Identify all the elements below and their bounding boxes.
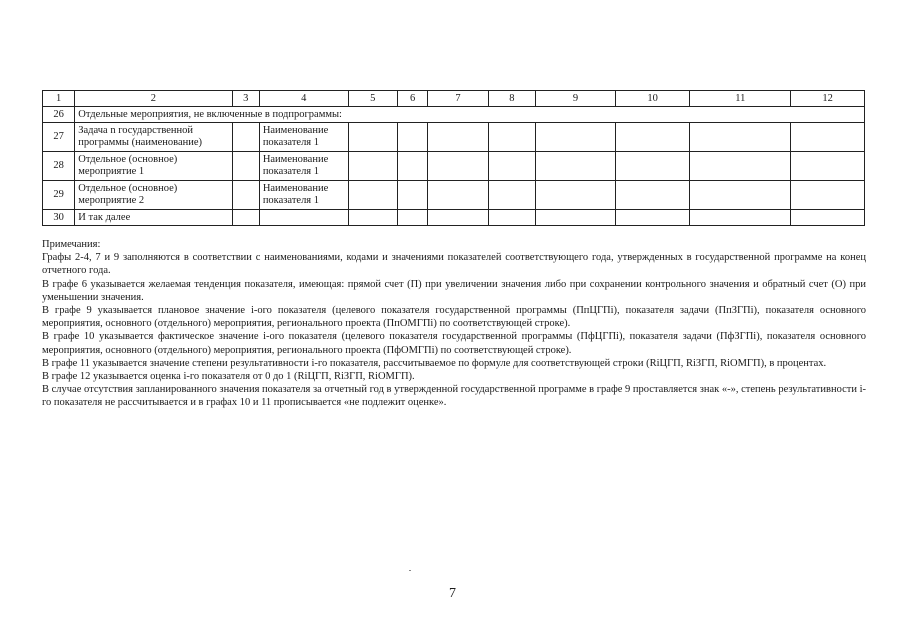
table-cell bbox=[397, 181, 427, 210]
section-title: Отдельные мероприятия, не включенные в подпрограммы: bbox=[75, 107, 865, 123]
table-cell bbox=[536, 210, 616, 226]
program-item-name: Отдельное (основное) мероприятие 2 bbox=[75, 181, 232, 210]
table-cell bbox=[615, 210, 690, 226]
table-cell bbox=[348, 210, 397, 226]
table-cell bbox=[690, 123, 791, 152]
column-header: 12 bbox=[791, 91, 865, 107]
row-number: 28 bbox=[43, 152, 75, 181]
note-paragraph: Графы 2-4, 7 и 9 заполняются в соответствии с наименованиями, кодами и значениями показателей соответствующего года, утвержденных в государственной программе на конец отчетного года. bbox=[42, 252, 866, 277]
indicator-name: Наименование показателя 1 bbox=[259, 181, 348, 210]
table-cell bbox=[428, 123, 489, 152]
table-cell bbox=[232, 152, 259, 181]
column-header: 11 bbox=[690, 91, 791, 107]
table-row bbox=[43, 152, 865, 181]
table-cell bbox=[397, 152, 427, 181]
column-header: 8 bbox=[488, 91, 535, 107]
table-cell bbox=[348, 181, 397, 210]
page-number: 7 bbox=[449, 586, 456, 601]
table-cell bbox=[536, 152, 616, 181]
note-paragraph: В графе 9 указывается плановое значение i-ого показателя (целевого показателя государственной программы (ПпЦГПi), показателя задачи (ПпЗГПi), показателя основного мероприятия, основного (отдельного) мероприятия, регионального проекта (ПпОМГПi) по соответствующей строке). bbox=[42, 305, 866, 330]
column-header: 9 bbox=[536, 91, 616, 107]
table-cell bbox=[791, 152, 865, 181]
program-item-name: Задача n государственной программы (наименование) bbox=[75, 123, 232, 152]
table-cell bbox=[428, 152, 489, 181]
table-cell bbox=[488, 181, 535, 210]
notes-block bbox=[42, 238, 866, 410]
table-cell bbox=[488, 210, 535, 226]
table-row bbox=[43, 107, 865, 123]
column-header: 10 bbox=[615, 91, 690, 107]
table-row bbox=[43, 123, 865, 152]
column-header: 7 bbox=[428, 91, 489, 107]
program-item-name: Отдельное (основное) мероприятие 1 bbox=[75, 152, 232, 181]
table-cell bbox=[536, 123, 616, 152]
table-row bbox=[43, 181, 865, 210]
table-cell bbox=[397, 210, 427, 226]
table-cell bbox=[791, 181, 865, 210]
table-cell bbox=[690, 181, 791, 210]
table-cell bbox=[690, 152, 791, 181]
column-header: 3 bbox=[232, 91, 259, 107]
note-paragraph: В случае отсутствия запланированного значения показателя за отчетный год в утвержденной государственной программе в графе 9 проставляется знак «-», степень результативности i-го показателя не рассчитывается и в графах 10 и 11 прописывается «не подлежит оценке». bbox=[42, 384, 867, 409]
row-number: 30 bbox=[43, 210, 75, 226]
table-cell bbox=[428, 181, 489, 210]
table-cell bbox=[232, 181, 259, 210]
row-number: 27 bbox=[43, 123, 75, 152]
table-cell bbox=[791, 210, 865, 226]
note-paragraph: В графе 6 указывается желаемая тенденция показателя, имеющая: прямой счет (П) при увеличении значения либо при сохранении контрольного значения и обратный счет (О) при уменьшении значения. bbox=[42, 278, 866, 303]
column-header: 4 bbox=[259, 91, 348, 107]
row-number: 29 bbox=[43, 181, 75, 210]
column-header: 2 bbox=[75, 91, 232, 107]
table-cell bbox=[615, 152, 690, 181]
table-cell bbox=[397, 123, 427, 152]
note-paragraph: В графе 12 указывается оценка i-го показателя от 0 до 1 (RiЦГП, RiЗГП, RiОМГП). bbox=[42, 371, 415, 383]
table-cell bbox=[791, 123, 865, 152]
table-header-row bbox=[43, 91, 865, 107]
table-cell bbox=[488, 152, 535, 181]
note-paragraph: В графе 11 указывается значение степени результативности i-го показателя, рассчитываемое по формуле для соответствующей строки (RiЦГП, RiЗГП, RiОМГП), в процентах. bbox=[42, 357, 827, 369]
column-header: 1 bbox=[43, 91, 75, 107]
table-row bbox=[43, 210, 865, 226]
notes-title: Примечания: bbox=[42, 239, 101, 250]
column-header: 6 bbox=[397, 91, 427, 107]
table-cell bbox=[348, 123, 397, 152]
indicator-name: Наименование показателя 1 bbox=[259, 152, 348, 181]
scan-speck bbox=[409, 570, 411, 571]
table-cell bbox=[232, 123, 259, 152]
table-cell bbox=[232, 210, 259, 226]
note-paragraph: В графе 10 указывается фактическое значение i-ого показателя (целевого показателя государственной программы (ПфЦГПi), показателя задачи (ПфЗГПi), показателя основного мероприятия, основного (отдельного) мероприятия, регионального проекта (ПфОМГПi) по соответствующей строке). bbox=[42, 331, 866, 356]
program-item-name: И так далее bbox=[75, 210, 232, 226]
indicators-table bbox=[42, 90, 865, 226]
row-number: 26 bbox=[43, 107, 75, 123]
table-cell bbox=[488, 123, 535, 152]
table-cell bbox=[615, 181, 690, 210]
column-header: 5 bbox=[348, 91, 397, 107]
table-cell bbox=[615, 123, 690, 152]
indicator-name: Наименование показателя 1 bbox=[259, 123, 348, 152]
table-cell bbox=[428, 210, 489, 226]
table-cell bbox=[690, 210, 791, 226]
table-cell bbox=[348, 152, 397, 181]
table-cell bbox=[536, 181, 616, 210]
indicator-name bbox=[259, 210, 348, 226]
